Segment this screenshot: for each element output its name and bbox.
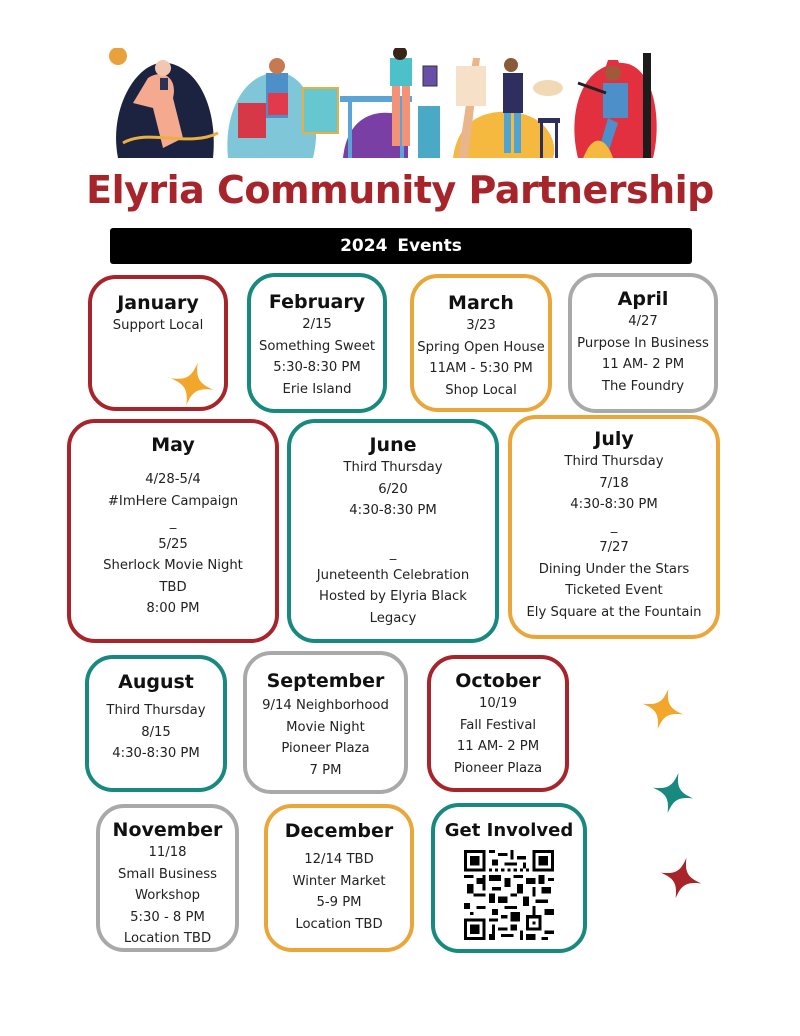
get-involved-label: Get Involved <box>444 820 574 841</box>
month-name: February <box>268 291 366 313</box>
month-name: December <box>284 820 394 842</box>
event-line: Hosted by Elyria Black <box>319 589 467 604</box>
event-line: TBD <box>159 579 187 595</box>
event-line: 8/15 <box>141 724 171 740</box>
card-october <box>427 655 569 792</box>
event-line: 11AM - 5:30 PM <box>429 361 533 376</box>
month-name: March <box>448 292 514 314</box>
event-line: #ImHere Campaign <box>107 493 239 509</box>
event-line: Pioneer Plaza <box>281 741 370 756</box>
event-line: Pioneer Plaza <box>453 760 543 776</box>
event-line: 12/14 TBD <box>304 852 374 867</box>
month-name: June <box>369 434 417 456</box>
event-line: Third Thursday <box>106 703 206 718</box>
month-name: November <box>112 819 223 841</box>
event-line: 11/18 <box>148 845 187 860</box>
event-line: Fall Festival <box>459 717 537 733</box>
event-line: 2/15 <box>302 317 332 332</box>
event-line: 11 AM- 2 PM <box>456 739 540 754</box>
event-line: Juneteenth Celebration <box>316 567 470 583</box>
sparkle-star-gold-icon <box>642 688 684 730</box>
month-name: January <box>117 292 199 314</box>
event-line: 4/28-5/4 <box>145 472 201 487</box>
event-line: Winter Market <box>292 873 386 889</box>
event-line: 8:00 PM <box>146 601 200 616</box>
event-line: 6/20 <box>378 481 408 497</box>
card-december <box>264 804 414 952</box>
qr-code-icon[interactable] <box>464 849 554 941</box>
event-line: 11 AM- 2 PM <box>601 357 685 372</box>
event-line: 7 PM <box>309 762 342 778</box>
event-line: 4:30-8:30 PM <box>112 746 200 761</box>
card-july <box>508 415 720 639</box>
card-august <box>85 655 227 792</box>
event-line: Legacy <box>369 610 417 626</box>
sparkle-star-gold-icon <box>170 362 214 406</box>
card-september <box>243 651 408 794</box>
event-line: Erie Island <box>282 381 352 397</box>
event-spacer <box>291 522 495 544</box>
event-line: 5/25 <box>158 536 188 552</box>
banner-illustration <box>108 48 668 160</box>
event-line: Purpose In Business <box>577 335 709 351</box>
event-line: 4:30-8:30 PM <box>349 503 437 518</box>
event-line: The Foundry <box>601 378 685 394</box>
month-name: July <box>594 428 634 450</box>
event-line: 9/14 Neighborhood <box>262 698 389 713</box>
event-line: Spring Open House <box>417 339 545 355</box>
event-line: 4:30-8:30 PM <box>570 497 658 512</box>
event-line: Workshop <box>134 888 201 903</box>
event-line: 5:30 - 8 PM <box>130 909 205 925</box>
sparkle-star-teal-icon <box>652 772 694 814</box>
sparkle-star-red-icon <box>660 857 702 899</box>
card-get-involved <box>431 803 587 953</box>
card-february <box>247 273 387 413</box>
event-line: Dining Under the Stars <box>538 561 690 577</box>
event-line: Third Thursday <box>343 460 443 475</box>
month-name: October <box>455 670 541 692</box>
event-line: Sherlock Movie Night <box>103 558 243 573</box>
card-march <box>410 274 552 412</box>
event-line: Support Local <box>112 318 204 333</box>
event-line: 5-9 PM <box>316 895 362 910</box>
event-line: Movie Night <box>286 719 365 735</box>
event-line: Location TBD <box>295 916 383 932</box>
event-line: 7/27 <box>599 540 629 555</box>
month-name: August <box>118 671 194 693</box>
event-line: Third Thursday <box>564 454 664 469</box>
event-line: Small Business <box>118 866 217 882</box>
event-line: Ely Square at the Fountain <box>526 604 702 620</box>
event-line: 3/23 <box>466 318 496 333</box>
card-june <box>287 419 499 643</box>
event-line: _ <box>169 515 177 530</box>
month-name: April <box>617 288 669 310</box>
event-line: Ticketed Event <box>565 583 663 598</box>
card-november <box>96 804 239 952</box>
event-line: 10/19 <box>478 696 517 711</box>
event-line: _ <box>610 518 618 534</box>
card-april <box>568 273 718 413</box>
event-line: 7/18 <box>599 475 629 491</box>
event-line: 4/27 <box>628 314 658 329</box>
card-may <box>67 419 279 643</box>
subtitle-bar: 2024 Events <box>110 228 692 264</box>
event-line: _ <box>389 546 397 561</box>
event-line: Location TBD <box>123 931 212 946</box>
event-line: 5:30-8:30 PM <box>273 360 361 375</box>
month-name: September <box>266 670 385 692</box>
event-line: Something Sweet <box>258 338 376 354</box>
page-title: Elyria Community Partnership <box>86 168 714 212</box>
event-line: Shop Local <box>445 382 517 398</box>
month-name: May <box>151 434 195 456</box>
